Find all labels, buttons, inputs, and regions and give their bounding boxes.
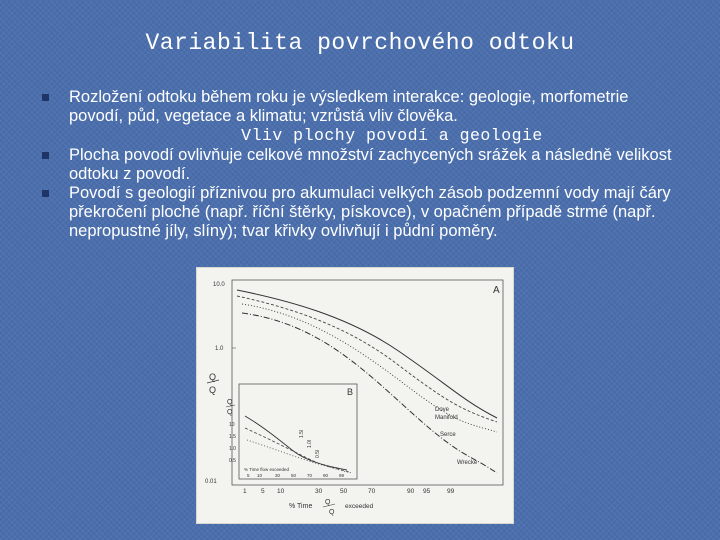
y-tick-1: 1.0	[215, 346, 224, 352]
x-tick-90: 90	[407, 488, 415, 495]
inset-x-label: % Time flow exceeded	[244, 467, 290, 472]
bullet-item-3	[42, 184, 682, 241]
inset-x-tick-30: 30	[275, 473, 281, 478]
bullet-marker	[42, 94, 49, 101]
bullet-item-2	[42, 146, 682, 184]
bullet-text-1: Rozložení odtoku během roku je výsledkem interakce: geologie, morfometrie povodí, půd, vegetace a klimatu; vzrůstá vliv člověka.	[69, 88, 629, 125]
inset-y-label-den: Q	[227, 409, 233, 416]
x-axis-label-num: Q	[325, 499, 331, 506]
curve-label-manifold: Manifold	[435, 415, 458, 421]
bullet-item-1	[42, 88, 682, 126]
x-tick-1: 1	[243, 488, 247, 495]
y-axis-label-num: Q	[209, 372, 217, 382]
inset-curve-label-2: 1.0l	[307, 439, 313, 448]
inset-curve-label-3: 0.5l	[315, 449, 321, 458]
inset-curve-label-1: 1.5l	[299, 429, 305, 438]
inset-x-tick-99: 99	[339, 473, 345, 478]
x-axis-label: % Time	[289, 503, 313, 510]
curve-label-serce: Serce	[440, 432, 456, 438]
inset-y-tick-15: 1.5	[229, 434, 236, 440]
y-axis-label-den: Q	[209, 385, 217, 395]
x-tick-95: 95	[423, 488, 431, 495]
bullet-list	[42, 88, 682, 241]
y-tick-10: 10.0	[213, 282, 225, 288]
x-axis-label-suffix: exceeded	[345, 503, 374, 510]
curve-label-wrecke: Wrecke	[457, 460, 478, 466]
inset-y-label-num: Q	[227, 399, 233, 406]
bullet-marker	[42, 190, 49, 197]
inset-x-tick-50: 50	[291, 473, 297, 478]
bullet-marker	[42, 152, 49, 159]
curve-label-dove: Dove	[435, 407, 450, 413]
flow-duration-figure	[197, 268, 513, 523]
inset-x-tick-90: 90	[323, 473, 329, 478]
inset-x-tick-5: 5	[247, 473, 250, 478]
flow-duration-chart	[197, 268, 513, 523]
x-tick-99: 99	[447, 488, 455, 495]
inset-x-tick-10: 10	[257, 473, 263, 478]
x-tick-50: 50	[340, 488, 348, 495]
inset-y-tick-05: 0.5	[229, 458, 236, 464]
panel-b-frame	[239, 384, 357, 479]
bullet-text-2: Plocha povodí ovlivňuje celkové množství zachycených srážek a následně velikost odtoku z povodí.	[69, 146, 672, 183]
inset-x-tick-70: 70	[307, 473, 313, 478]
panel-b-label: B	[347, 387, 354, 397]
bullet-text-3: Povodí s geologií příznivou pro akumulaci velkých zásob podzemní vody mají čáry překročení ploché (např. říční štěrky, pískovce), v opačném případě strmé (např. nepropustné jíly, slíny); tvar křivky ovlivňují i půdní poměry.	[69, 184, 671, 240]
x-tick-70: 70	[368, 488, 376, 495]
subheading: Vliv plochy povodí a geologie	[241, 126, 543, 145]
x-axis-label-den: Q	[329, 509, 335, 516]
inset-y-tick-10b: 1.0	[229, 446, 236, 452]
x-tick-5: 5	[261, 488, 265, 495]
x-tick-10: 10	[277, 488, 285, 495]
panel-a-label: A	[493, 285, 500, 296]
inset-y-tick-10: 10	[229, 422, 235, 428]
slide-title: Variabilita povrchového odtoku	[145, 30, 575, 56]
x-tick-30: 30	[315, 488, 323, 495]
y-tick-001: 0.01	[205, 479, 217, 485]
